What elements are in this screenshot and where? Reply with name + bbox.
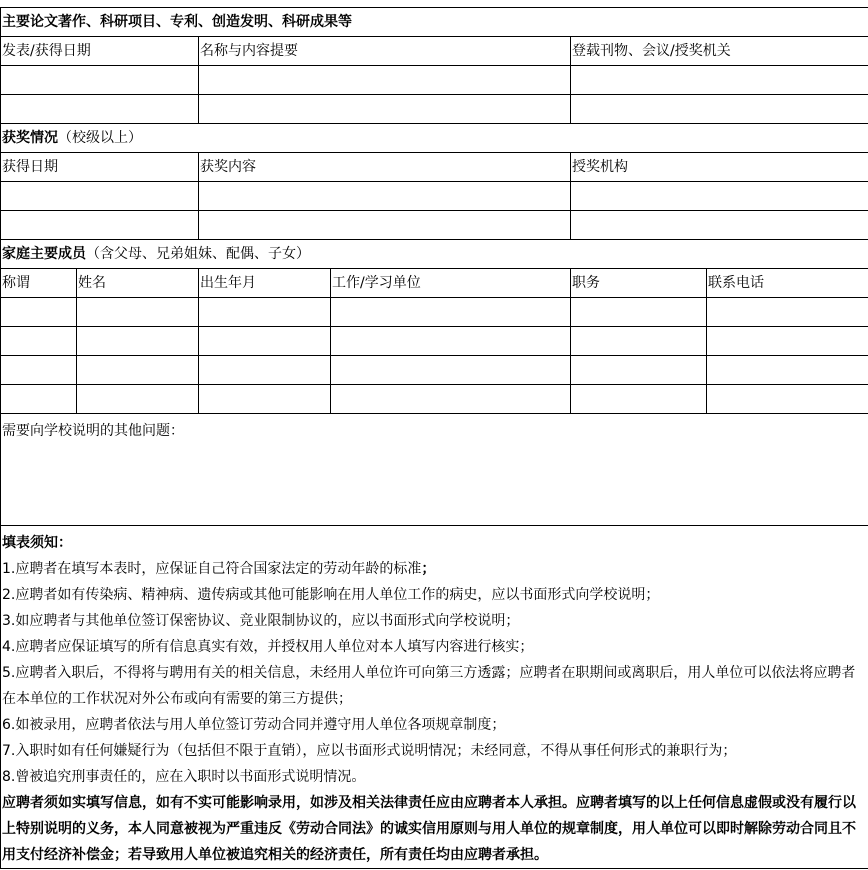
family-position-cell[interactable] xyxy=(571,356,707,385)
papers-col-date: 发表/获得日期 xyxy=(1,37,199,66)
family-relation-cell[interactable] xyxy=(1,298,77,327)
family-phone-cell[interactable] xyxy=(707,385,868,414)
family-col-workplace: 工作/学习单位 xyxy=(331,269,571,298)
family-header-row xyxy=(1,269,868,298)
family-section-heading xyxy=(1,240,868,269)
family-workplace-cell[interactable] xyxy=(331,298,571,327)
notice-title: 填表须知： xyxy=(2,530,867,556)
family-col-name: 姓名 xyxy=(77,269,199,298)
awards-date-cell[interactable] xyxy=(1,211,199,240)
family-row xyxy=(1,298,868,327)
awards-col-date: 获得日期 xyxy=(1,153,199,182)
papers-title-cell[interactable] xyxy=(199,66,571,95)
other-issues-field[interactable] xyxy=(1,414,868,526)
family-row xyxy=(1,385,868,414)
family-workplace-cell[interactable] xyxy=(331,356,571,385)
notice-item: 2.应聘者如有传染病、精神病、遗传病或其他可能影响在用人单位工作的病史，应以书面形式向学校说明； xyxy=(2,582,867,608)
family-workplace-cell[interactable] xyxy=(331,385,571,414)
family-col-phone: 联系电话 xyxy=(707,269,868,298)
family-phone-cell[interactable] xyxy=(707,356,868,385)
family-birth-cell[interactable] xyxy=(199,385,331,414)
notice-item: 7.入职时如有任何嫌疑行为（包括但不限于直销），应以书面形式说明情况；未经同意，不得从事任何形式的兼职行为； xyxy=(2,738,867,764)
awards-section-heading xyxy=(1,124,868,153)
family-section-subtitle: （含父母、兄弟姐妹、配偶、子女） xyxy=(86,246,310,262)
notice-item: 4.应聘者应保证填写的所有信息真实有效，并授权用人单位对本人填写内容进行核实； xyxy=(2,634,867,660)
notice-item: 5.应聘者入职后，不得将与聘用有关的相关信息，未经用人单位许可向第三方透露；应聘者在职期间或离职后，用人单位可以依法将应聘者在本单位的工作状况对外公布或向有需要的第三方提供； xyxy=(2,660,867,712)
notice-section xyxy=(1,526,868,869)
family-relation-cell[interactable] xyxy=(1,385,77,414)
papers-title-cell[interactable] xyxy=(199,95,571,124)
awards-col-content: 获奖内容 xyxy=(199,153,571,182)
application-form-table xyxy=(0,7,868,869)
family-col-birth: 出生年月 xyxy=(199,269,331,298)
papers-header-row xyxy=(1,37,868,66)
awards-section-title: 获奖情况 xyxy=(2,130,58,146)
other-issues-label: 需要向学校说明的其他问题： xyxy=(2,423,184,439)
family-row xyxy=(1,327,868,356)
awards-org-cell[interactable] xyxy=(571,211,868,240)
family-workplace-cell[interactable] xyxy=(331,327,571,356)
family-position-cell[interactable] xyxy=(571,327,707,356)
awards-content-cell[interactable] xyxy=(199,182,571,211)
family-position-cell[interactable] xyxy=(571,385,707,414)
awards-header-row xyxy=(1,153,868,182)
family-phone-cell[interactable] xyxy=(707,327,868,356)
papers-col-title: 名称与内容提要 xyxy=(199,37,571,66)
notice-item xyxy=(2,556,867,582)
awards-date-cell[interactable] xyxy=(1,182,199,211)
papers-date-cell[interactable] xyxy=(1,66,199,95)
family-section-title: 家庭主要成员 xyxy=(2,246,86,262)
papers-row xyxy=(1,95,868,124)
family-row xyxy=(1,356,868,385)
awards-section-subtitle: （校级以上） xyxy=(58,130,142,146)
papers-section-title: 主要论文著作、科研项目、专利、创造发明、科研成果等 xyxy=(1,8,868,37)
declaration-text: 应聘者须如实填写信息，如有不实可能影响录用，如涉及相关法律责任应由应聘者本人承担。应聘者填写的以上任何信息虚假或没有履行以上特别说明的义务，本人同意被视为严重违反《劳动合同法》的诚实信用原则与用人单位的规章制度，用人单位可以即时解除劳动合同且不用支付经济补偿金；若导致用人单位被追究相关的经济责任，所有责任均由应聘者承担。 xyxy=(2,790,867,868)
notice-item-text: 1.应聘者在填写本表时，应保证自己符合国家法定的劳动年龄的标准 xyxy=(2,561,421,577)
awards-col-org: 授奖机构 xyxy=(571,153,868,182)
papers-publisher-cell[interactable] xyxy=(571,66,868,95)
family-relation-cell[interactable] xyxy=(1,356,77,385)
awards-row xyxy=(1,211,868,240)
family-phone-cell[interactable] xyxy=(707,298,868,327)
papers-date-cell[interactable] xyxy=(1,95,199,124)
awards-org-cell[interactable] xyxy=(571,182,868,211)
family-relation-cell[interactable] xyxy=(1,327,77,356)
papers-publisher-cell[interactable] xyxy=(571,95,868,124)
family-birth-cell[interactable] xyxy=(199,356,331,385)
notice-item: 6.如被录用，应聘者依法与用人单位签订劳动合同并遵守用人单位各项规章制度； xyxy=(2,712,867,738)
awards-content-cell[interactable] xyxy=(199,211,571,240)
family-birth-cell[interactable] xyxy=(199,298,331,327)
family-name-cell[interactable] xyxy=(77,298,199,327)
notice-item: 8.曾被追究刑事责任的，应在入职时以书面形式说明情况。 xyxy=(2,764,867,790)
family-col-position: 职务 xyxy=(571,269,707,298)
papers-col-publisher: 登载刊物、会议/授奖机关 xyxy=(571,37,868,66)
papers-row xyxy=(1,66,868,95)
notice-item-punct: ； xyxy=(421,561,435,577)
family-name-cell[interactable] xyxy=(77,385,199,414)
family-birth-cell[interactable] xyxy=(199,327,331,356)
family-position-cell[interactable] xyxy=(571,298,707,327)
family-name-cell[interactable] xyxy=(77,356,199,385)
family-col-relation: 称谓 xyxy=(1,269,77,298)
notice-item: 3.如应聘者与其他单位签订保密协议、竞业限制协议的，应以书面形式向学校说明； xyxy=(2,608,867,634)
awards-row xyxy=(1,182,868,211)
family-name-cell[interactable] xyxy=(77,327,199,356)
